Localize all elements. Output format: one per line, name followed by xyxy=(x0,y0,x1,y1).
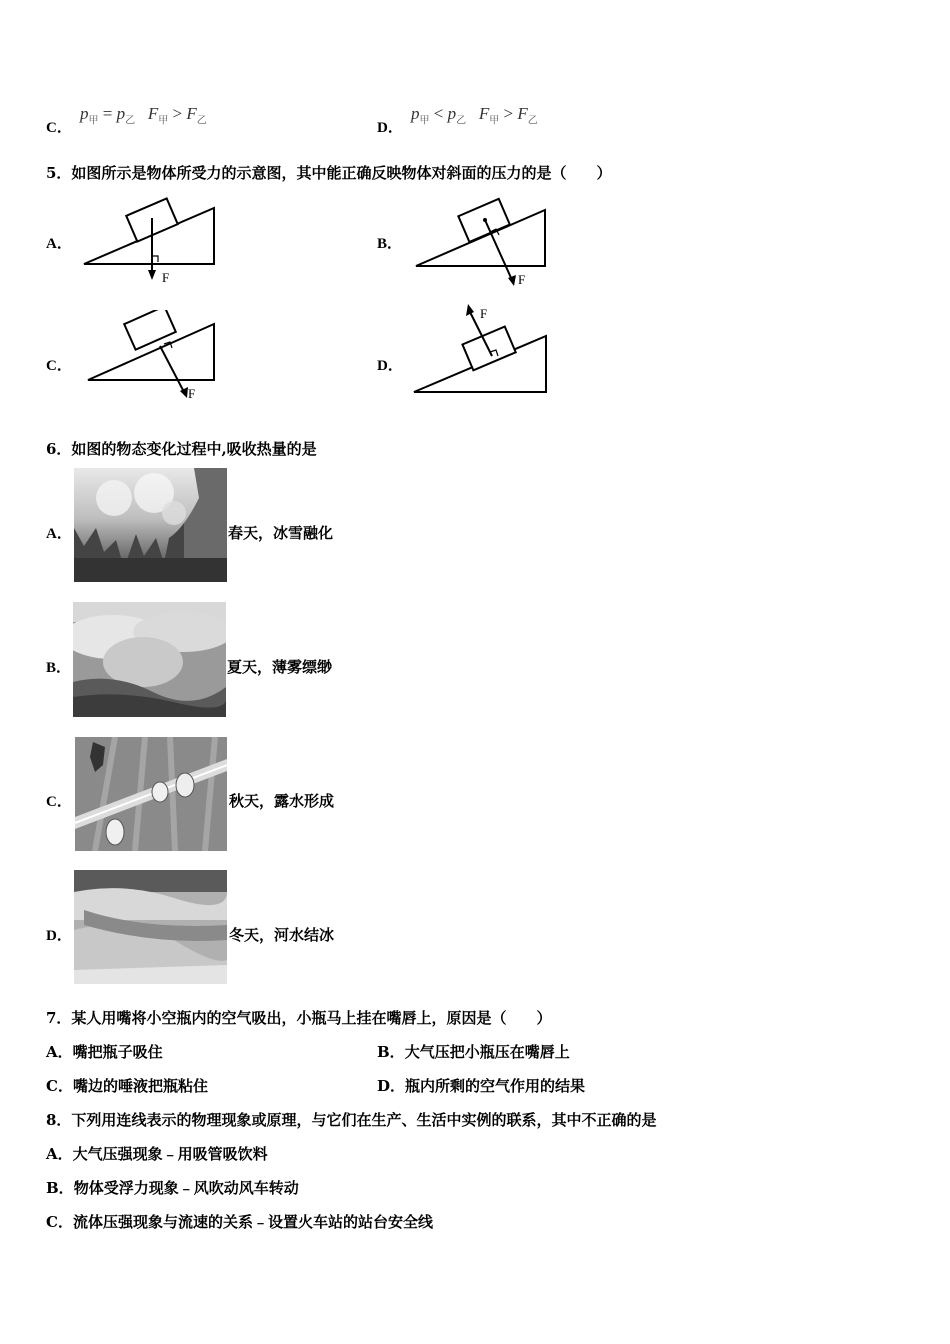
formula-sub: 乙 xyxy=(527,115,538,127)
q6-option-d-caption: 冬天，河水结冰 xyxy=(229,926,335,944)
q6-question: 6．如图的物态变化过程中,吸收热量的是 xyxy=(46,440,317,458)
option-text: 瓶内所剩的空气作用的结果 xyxy=(405,1077,586,1095)
formula-sub: 甲 xyxy=(88,115,99,127)
option-label: B． xyxy=(377,1043,405,1061)
formula-var: p xyxy=(80,104,89,123)
q6-option-c-caption: 秋天，露水形成 xyxy=(229,792,335,810)
formula-var: p xyxy=(411,104,420,123)
option-label: D． xyxy=(377,1077,406,1095)
q5-question: 5．如图所示是物体所受力的示意图，其中能正确反映物体对斜面的压力的是（ ） xyxy=(46,164,612,182)
formula-sub: 甲 xyxy=(158,115,169,127)
formula-var: p xyxy=(116,104,126,123)
formula-var: p xyxy=(447,104,457,123)
q6-option-c-photo-dew xyxy=(75,737,227,851)
option-label: C． xyxy=(46,1077,73,1095)
q5-option-a-label: A． xyxy=(46,236,72,252)
q4-option-c-formula xyxy=(80,104,207,126)
formula-sub: 甲 xyxy=(489,115,500,127)
arrowhead xyxy=(508,275,516,286)
formula-sub: 乙 xyxy=(456,115,467,127)
q6-option-c-label: C． xyxy=(46,794,72,810)
q5-option-d-label: D． xyxy=(377,358,403,374)
q6-option-a-caption: 春天，冰雪融化 xyxy=(228,524,334,542)
option-label: C． xyxy=(46,1213,73,1231)
q6-option-b-photo-mist xyxy=(73,602,226,717)
option-label: B． xyxy=(46,1179,74,1197)
q7-option-c xyxy=(46,1075,208,1096)
option-text: 嘴把瓶子吸住 xyxy=(72,1043,163,1061)
force-label: F xyxy=(188,386,196,401)
q5-option-b-label: B． xyxy=(377,236,403,252)
formula-op: = xyxy=(102,104,113,123)
q6-option-b-label: B． xyxy=(46,660,72,676)
option-text: 大气压强现象﹣用吸管吸饮料 xyxy=(72,1145,268,1163)
option-text: 嘴边的唾液把瓶粘住 xyxy=(72,1077,208,1095)
force-label: F xyxy=(480,306,488,321)
q8-option-a xyxy=(46,1143,268,1164)
q7-option-b xyxy=(377,1041,570,1062)
q4-option-d-formula xyxy=(411,104,538,126)
formula-var: F xyxy=(478,104,490,123)
q6-option-a-label: A． xyxy=(46,526,72,542)
q6-option-d-photo-frozen-river xyxy=(74,870,227,984)
force-label: F xyxy=(518,272,526,287)
option-label: A． xyxy=(46,1145,73,1163)
option-text: 大气压把小瓶压在嘴唇上 xyxy=(404,1043,570,1061)
option-text: 流体压强现象与流速的关系﹣设置火车站的站台安全线 xyxy=(72,1213,433,1231)
q8-option-c xyxy=(46,1211,433,1232)
q8-question: 8．下列用连线表示的物理现象或原理，与它们在生产、生活中实例的联系，其中不正确的是 xyxy=(46,1111,657,1129)
q6-option-d-label: D． xyxy=(46,928,72,944)
option-label: A． xyxy=(46,1043,73,1061)
formula-op: > xyxy=(503,104,514,123)
q4-option-c-label: C． xyxy=(46,120,72,136)
formula-var: F xyxy=(186,104,197,123)
q5-option-c-diagram xyxy=(84,310,224,402)
q7-option-a xyxy=(46,1041,163,1062)
q7-option-d xyxy=(377,1075,585,1096)
formula-sub: 乙 xyxy=(125,115,136,127)
formula-sub: 乙 xyxy=(196,115,207,127)
option-text: 物体受浮力现象﹣风吹动风车转动 xyxy=(73,1179,299,1197)
q6-option-b-caption: 夏天，薄雾缥缈 xyxy=(227,658,333,676)
q7-question: 7．某人用嘴将小空瓶内的空气吸出，小瓶马上挂在嘴唇上，原因是（ ） xyxy=(46,1009,552,1027)
force-label: F xyxy=(162,270,170,285)
force-arrow xyxy=(160,346,184,392)
q5-option-d-diagram xyxy=(410,304,555,398)
formula-sub: 甲 xyxy=(419,115,430,127)
arrowhead xyxy=(148,270,156,280)
q5-option-c-label: C． xyxy=(46,358,72,374)
q4-option-d-label: D． xyxy=(377,120,403,136)
q5-option-b-diagram xyxy=(410,196,555,292)
formula-var: F xyxy=(517,104,528,123)
formula-op: > xyxy=(172,104,183,123)
q5-option-a-diagram xyxy=(80,196,225,288)
formula-op: < xyxy=(433,104,444,123)
q6-option-a-photo-ice-melting xyxy=(74,468,227,582)
formula-var: F xyxy=(147,104,159,123)
q8-option-b xyxy=(46,1177,299,1198)
